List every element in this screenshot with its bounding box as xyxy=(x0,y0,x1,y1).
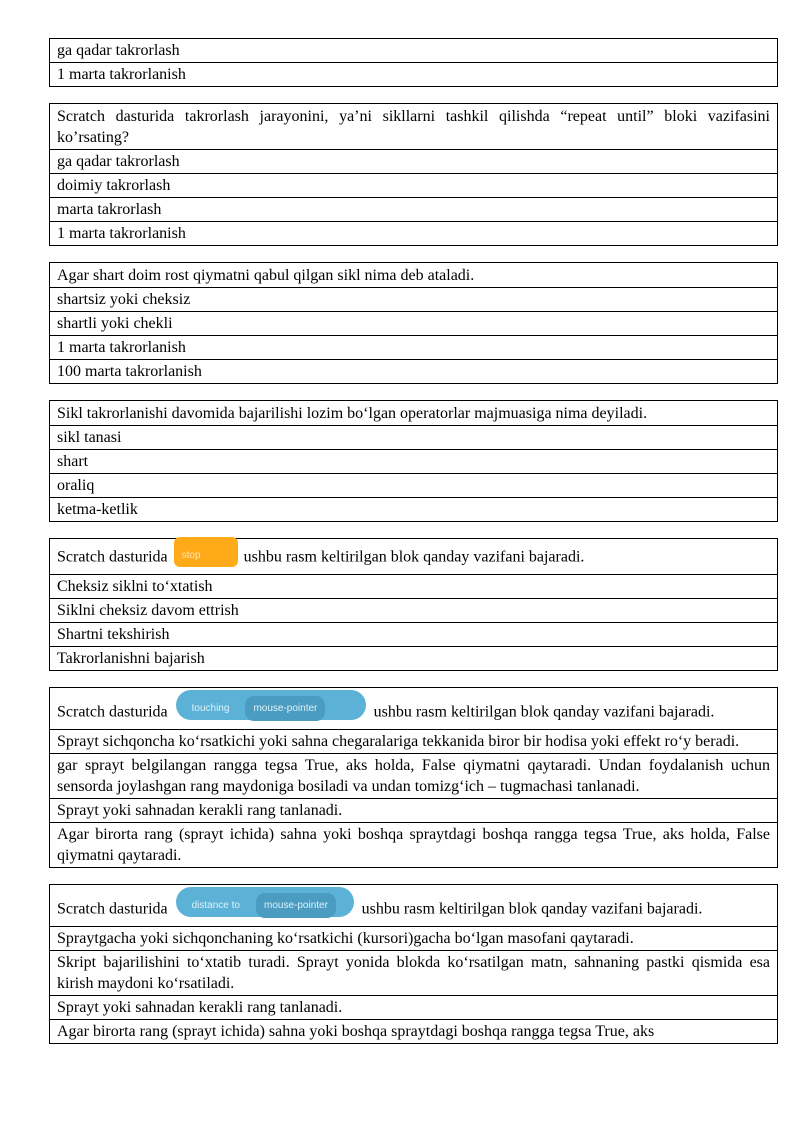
answer-option: doimiy takrorlash xyxy=(50,174,778,198)
question-table-4 xyxy=(49,538,778,671)
answer-option: Agar birorta rang (sprayt ichida) sahna yoki boshqa spraytdagi boshqa rangga tegsa True, aks xyxy=(50,1020,778,1044)
answer-option: ketma-ketlik xyxy=(50,498,778,522)
answer-option: oraliq xyxy=(50,474,778,498)
question-text-end: ushbu rasm keltirilgan blok qanday vazifani bajaradi. xyxy=(373,703,715,721)
question-text-start: Scratch dasturida xyxy=(57,703,168,721)
question-text xyxy=(50,688,778,730)
answer-option: shartsiz yoki cheksiz xyxy=(50,288,778,312)
answer-option: ga qadar takrorlash xyxy=(50,150,778,174)
answer-option: 1 marta takrorlanish xyxy=(50,63,778,87)
distance-block-dropdown: mouse-pointer xyxy=(256,893,336,918)
answer-option: 1 marta takrorlanish xyxy=(50,222,778,246)
answer-option: marta takrorlash xyxy=(50,198,778,222)
answer-option: Cheksiz siklni to‘xtatish xyxy=(50,575,778,599)
answer-option: Sprayt yoki sahnadan kerakli rang tanlanadi. xyxy=(50,996,778,1020)
answer-option: 100 marta takrorlanish xyxy=(50,360,778,384)
touching-block-label: touching xyxy=(191,703,230,714)
question-text-start: Scratch dasturida xyxy=(57,900,168,918)
answer-option: Skript bajarilishini to‘xtatib turadi. Sprayt yonida blokda ko‘rsatilgan matn, sahnaning pastki qismida esa kirish maydoni ko‘rsatiladi. xyxy=(50,951,778,996)
touching-block-image xyxy=(176,690,366,720)
question-text xyxy=(50,539,778,575)
question-table-5 xyxy=(49,687,778,868)
answer-option: Sprayt yoki sahnadan kerakli rang tanlanadi. xyxy=(50,799,778,823)
question-text-end: ushbu rasm keltirilgan blok qanday vazifani bajaradi. xyxy=(243,548,585,566)
answer-option: Spraytgacha yoki sichqonchaning ko‘rsatkichi (kursori)gacha bo‘lgan masofani qaytaradi. xyxy=(50,927,778,951)
stop-block-label: stop xyxy=(181,550,201,561)
question-table-6 xyxy=(49,884,778,1044)
question-text: Agar shart doim rost qiymatni qabul qilgan sikl nima deb ataladi. xyxy=(50,263,778,288)
answer-option: Shartni tekshirish xyxy=(50,623,778,647)
answer-option: Takrorlanishni bajarish xyxy=(50,647,778,671)
distance-block-label: distance to xyxy=(191,900,240,911)
question-table-1 xyxy=(49,103,778,246)
question-text: Scratch dasturida takrorlash jarayonini, ya’ni sikllarni tashkil qilishda “repeat until” bloki vazifasini ko’rsating? xyxy=(50,104,778,150)
answer-option: shart xyxy=(50,450,778,474)
question-text xyxy=(50,885,778,927)
answer-option: ga qadar takrorlash xyxy=(50,39,778,63)
answer-option: Sprayt sichqoncha ko‘rsatkichi yoki sahna chegaralariga tekkanida biror bir hodisa yoki effekt ro‘y beradi. xyxy=(50,730,778,754)
question-table-3 xyxy=(49,400,778,522)
question-text: Sikl takrorlanishi davomida bajarilishi lozim bo‘lgan operatorlar majmuasiga nima deyiladi. xyxy=(50,401,778,426)
touching-block-dropdown: mouse-pointer xyxy=(245,696,325,721)
answer-option: gar sprayt belgilangan rangga tegsa True, aks holda, False qiymatni qaytaradi. Undan foydalanish uchun sensorda joylashgan rang maydoniga bosiladi va undan tomizg‘ich – tugmachasi tanlanadi. xyxy=(50,754,778,799)
question-text-end: ushbu rasm keltirilgan blok qanday vazifani bajaradi. xyxy=(361,900,703,918)
question-text-start: Scratch dasturida xyxy=(57,548,168,566)
answer-option: 1 marta takrorlanish xyxy=(50,336,778,360)
document-page xyxy=(49,38,778,1044)
question-table-fragment xyxy=(49,38,778,87)
answer-option: Siklni cheksiz davom ettrish xyxy=(50,599,778,623)
stop-block-image xyxy=(174,537,238,567)
answer-option: shartli yoki chekli xyxy=(50,312,778,336)
question-table-2 xyxy=(49,262,778,384)
distance-block-image xyxy=(176,887,354,917)
answer-option: Agar birorta rang (sprayt ichida) sahna yoki boshqa spraytdagi boshqa rangga tegsa True, aks holda, False qiymatni qaytaradi. xyxy=(50,823,778,868)
answer-option: sikl tanasi xyxy=(50,426,778,450)
